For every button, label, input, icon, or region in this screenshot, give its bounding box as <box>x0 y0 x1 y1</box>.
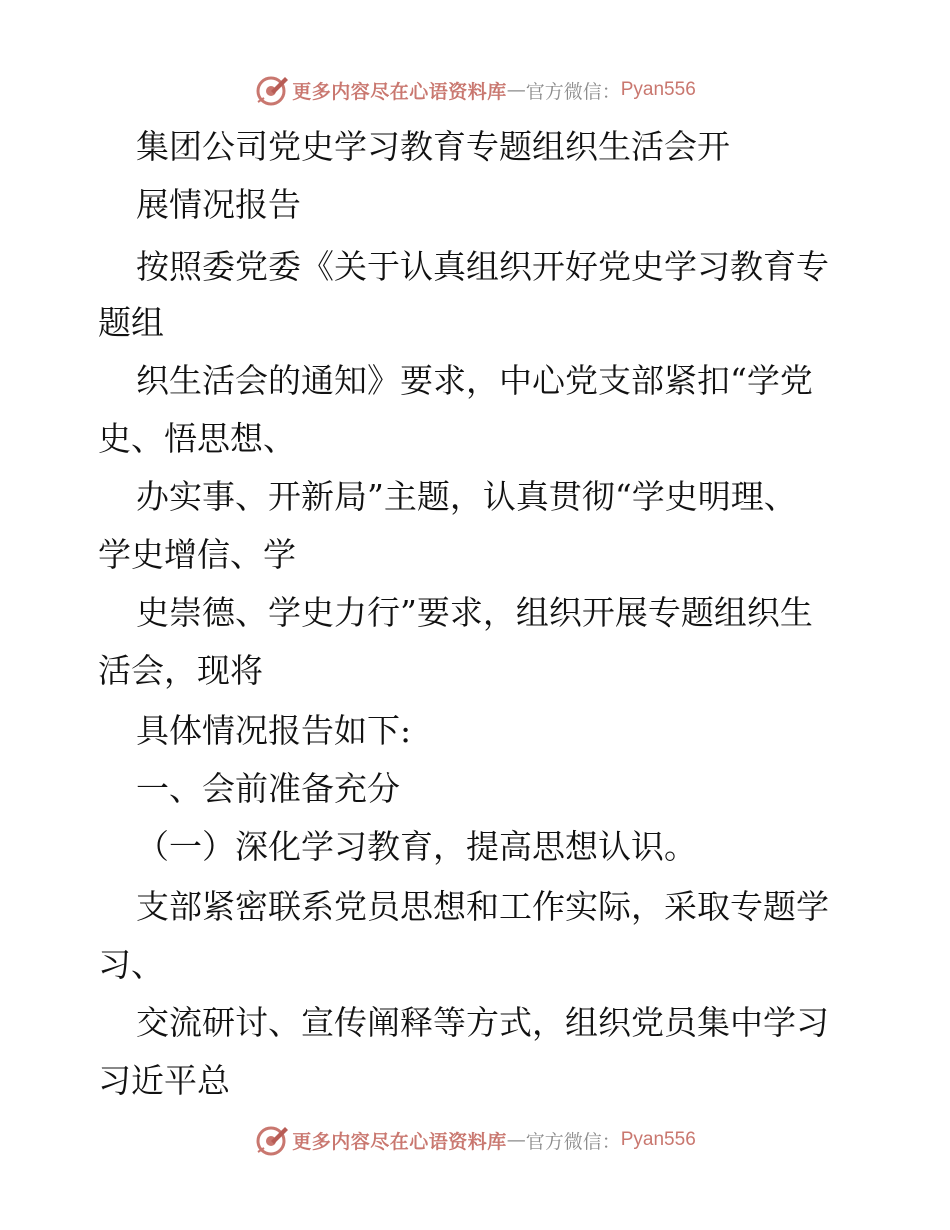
paragraph-line: 交流研讨、宣传阐释等方式，组织党员集中学习 <box>136 1003 829 1042</box>
watermark-wechat-label: 官方微信： <box>525 80 621 103</box>
paragraph-line: 题组 <box>98 303 164 342</box>
subsection-heading: （一）深化学习教育，提高思想认识。 <box>136 827 697 866</box>
watermark-wechat-id: Pyan556 <box>620 79 696 100</box>
section-heading: 一、会前准备充分 <box>136 769 400 808</box>
watermark-wechat-id: Pyan556 <box>620 1129 696 1150</box>
document-title-line-1: 集团公司党史学习教育专题组织生活会开 <box>136 127 730 166</box>
document-title-line-2: 展情况报告 <box>136 185 301 224</box>
pen-logo-icon <box>254 1122 290 1158</box>
paragraph-line: 办实事、开新局”主题，认真贯彻“学史明理、 <box>136 477 797 516</box>
paragraph-line: 习近平总 <box>98 1061 230 1100</box>
watermark-wechat-label: 官方微信： <box>525 1130 621 1153</box>
paragraph-line: 学史增信、学 <box>98 535 296 574</box>
watermark-banner-bottom <box>0 1120 950 1160</box>
watermark-site-text: 更多内容尽在心语资料库 <box>292 80 507 103</box>
paragraph-line: 史、悟思想、 <box>98 419 296 458</box>
paragraph-line: 习、 <box>98 945 164 984</box>
pen-logo-icon <box>254 72 290 108</box>
paragraph-line: 织生活会的通知》要求，中心党支部紧扣“学党 <box>136 361 813 400</box>
paragraph-line: 史崇德、学史力行”要求，组织开展专题组织生 <box>136 593 813 632</box>
watermark-site-text: 更多内容尽在心语资料库 <box>292 1130 507 1153</box>
watermark-banner-top <box>0 70 950 110</box>
paragraph-line: 活会，现将 <box>98 651 263 690</box>
watermark-dash: — <box>506 1129 526 1151</box>
paragraph-line: 具体情况报告如下: <box>136 711 412 750</box>
paragraph-line: 支部紧密联系党员思想和工作实际，采取专题学 <box>136 887 829 926</box>
paragraph-line: 按照委党委《关于认真组织开好党史学习教育专 <box>136 247 829 286</box>
watermark-dash: — <box>506 79 526 101</box>
